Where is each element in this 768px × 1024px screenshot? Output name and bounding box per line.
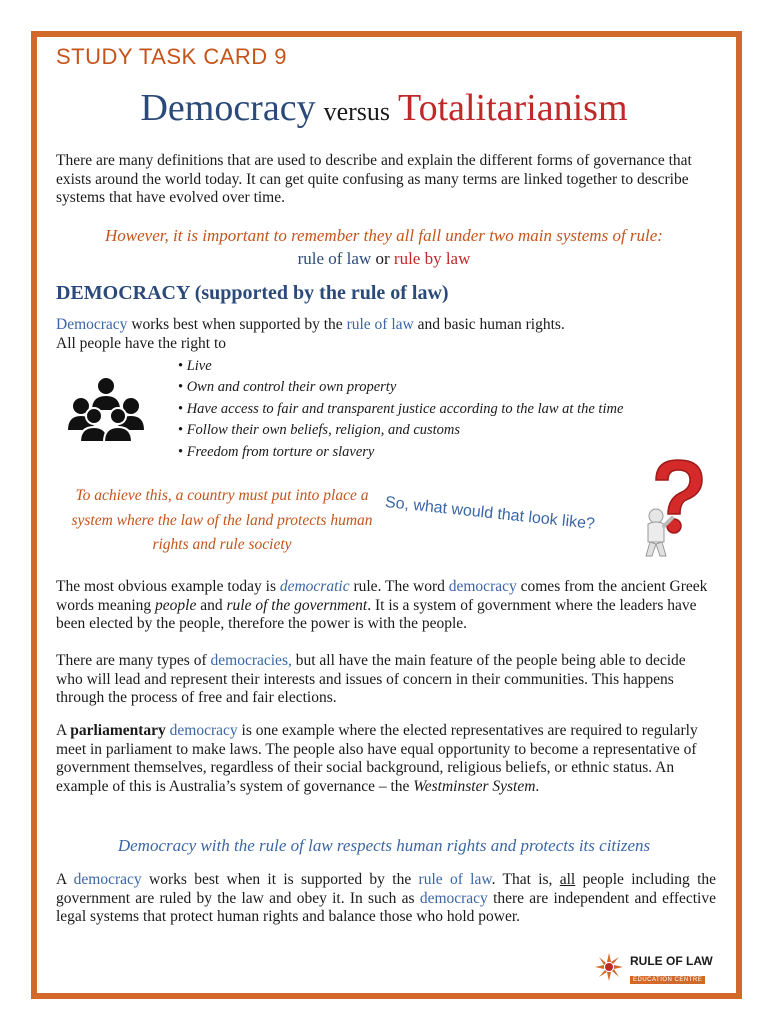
or-word: or: [375, 249, 390, 268]
democracy-term: democracy: [169, 722, 238, 739]
text-segment: . That is,: [491, 871, 553, 888]
achieve-callout: To achieve this, a country must put into place a system where the law of the land protects human rights and rule society: [71, 487, 373, 553]
democracies-term: democracies,: [210, 652, 292, 669]
key-statement: Democracy with the rule of law respects human rights and protects its citizens: [117, 836, 651, 855]
title-democracy: Democracy: [140, 87, 316, 129]
democratic-term: democratic: [279, 578, 350, 595]
text-segment: rule. The word: [353, 578, 445, 595]
democracy-term: Democracy: [56, 316, 128, 333]
text-segment: A: [56, 722, 67, 739]
text-segment: there are independent and effective legal systems that protect human rights and balance those who hold power.: [56, 889, 716, 925]
people-term: people: [155, 596, 197, 614]
rights-list-item: • Own and control their own property: [178, 377, 698, 398]
all-underlined-term: all: [559, 871, 576, 888]
text-segment: .: [535, 777, 540, 795]
rights-intro-text: All people have the right to: [56, 334, 227, 352]
rule-of-government-term: rule of the government: [226, 596, 368, 614]
rule-by-law-term: rule by law: [393, 249, 471, 268]
rule-of-law-term: rule of law: [418, 871, 492, 888]
democracy-end-text: and basic human rights.: [417, 316, 565, 333]
page-title: [0, 86, 768, 130]
two-systems-line: [0, 249, 768, 269]
intro-paragraph: There are many definitions that are used to describe and explain the different forms of governance that exists around the world today. It can get quite confusing as many terms are linked together to describe systems that have evolved over time.: [56, 152, 692, 206]
paragraph-democratic-rule: [56, 578, 716, 634]
parliamentary-term: parliamentary: [70, 722, 166, 739]
democracy-term: democracy: [419, 889, 488, 907]
card-title: STUDY TASK CARD 9: [56, 44, 288, 69]
democracy-term: democracy: [73, 871, 142, 888]
people-group-icon: [68, 376, 144, 446]
text-segment: A: [56, 871, 67, 888]
text-segment: works best when it is supported by the: [149, 871, 412, 888]
text-segment: is one example where the elected representatives are required to regularly meet in parliament to make laws. The people also have equal opportunity to become a representative of government themselves, regardless of their social background, religious beliefs, or ethnic status. An example of this is Australia’s system of governance – the: [56, 722, 698, 795]
title-versus: versus: [323, 97, 391, 126]
paragraph-types-of-democracies: [56, 652, 716, 708]
text-segment: There are many types of: [56, 652, 207, 669]
rule-of-law-logo: [594, 952, 714, 982]
so-what-callout: So, what would that look like?: [384, 494, 596, 533]
text-segment: . It is a system of government where the leaders have been elected by the people, therefore the power is with the people.: [56, 596, 697, 632]
democracy-term: democracy: [448, 578, 517, 595]
rights-list-item: • Freedom from torture or slavery: [178, 442, 698, 463]
westminster-system-term: Westminster System: [413, 777, 536, 795]
rule-of-law-term: rule of law: [297, 249, 372, 268]
text-segment: but all have the main feature of the people being able to decide who will lead and represent their interests and issues of concern in their communities. This happens through the process of free and fair elections.: [56, 652, 686, 706]
logo-subtext: EDUCATION CENTRE: [630, 976, 705, 984]
however-line: However, it is important to remember they all fall under two main systems of rule:: [105, 226, 663, 245]
starburst-logo-icon: [594, 952, 624, 982]
rights-list-item: • Live: [178, 356, 698, 377]
title-totalitarianism: Totalitarianism: [398, 87, 628, 129]
democracy-mid-text: works best when supported by the: [131, 316, 343, 333]
section-heading-democracy: DEMOCRACY (supported by the rule of law): [56, 282, 449, 304]
democracy-intro-paragraph: [56, 316, 716, 353]
text-segment: comes from the ancient Greek words meaning: [56, 578, 708, 614]
paragraph-parliamentary-democracy: [56, 722, 716, 796]
rights-list: [178, 356, 698, 463]
question-mark-figure-icon: [638, 458, 708, 558]
rights-list-item: • Have access to fair and transparent justice according to the law at the time: [178, 399, 698, 420]
rule-of-law-term: rule of law: [346, 316, 414, 333]
rights-list-item: • Follow their own beliefs, religion, and customs: [178, 420, 698, 441]
text-segment: The most obvious example today is: [56, 578, 276, 595]
paragraph-rule-of-law: [56, 871, 716, 927]
text-segment: people including the government are ruled by the law and obey it. In such as: [56, 871, 717, 907]
text-segment: and: [200, 596, 223, 614]
logo-text: RULE OF LAW: [630, 954, 713, 968]
